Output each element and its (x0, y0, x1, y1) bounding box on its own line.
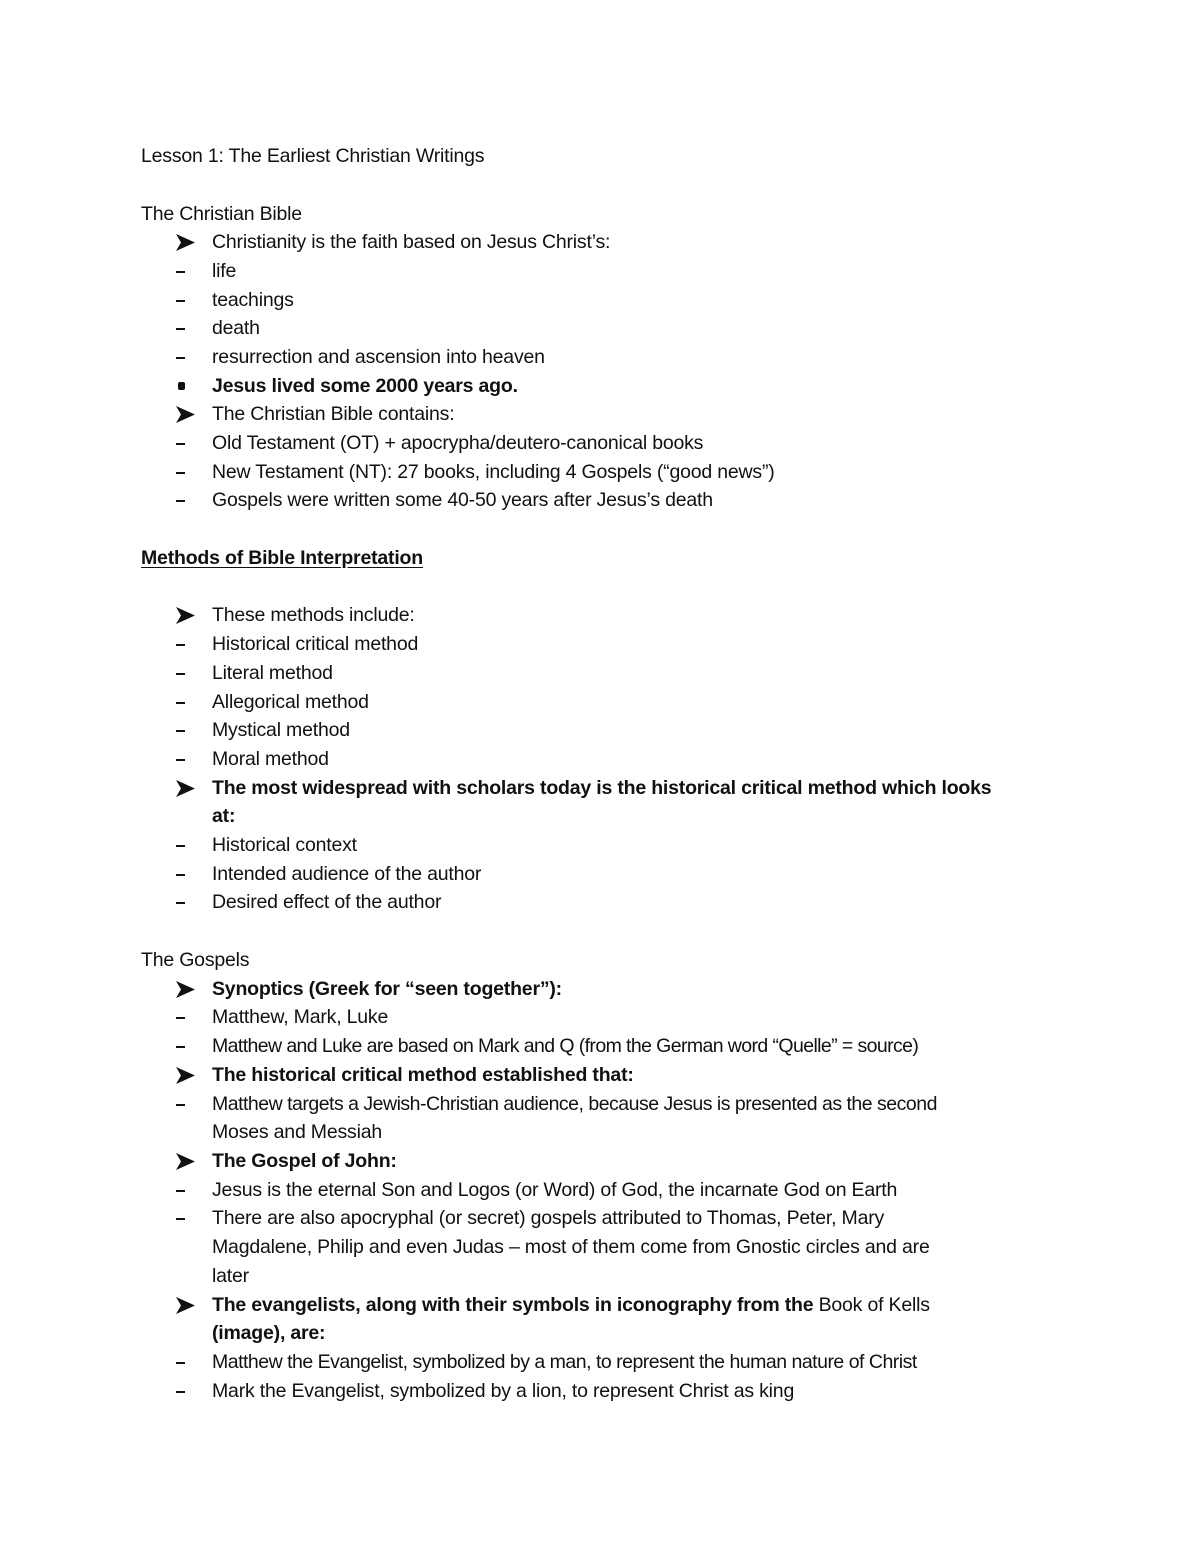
list-item: Literal method (0, 659, 1200, 688)
list-item-continuation: Magdalene, Philip and even Judas – most of them come from Gnostic circles and are (212, 1236, 930, 1258)
arrow-bullet-icon (175, 405, 196, 424)
dash-bullet-icon (176, 759, 185, 761)
list-item: Moral method (0, 745, 1200, 774)
dash-bullet-icon (176, 443, 185, 445)
list-item: The Gospel of John: (0, 1147, 1200, 1176)
list-item: The historical critical method established that: (0, 1061, 1200, 1090)
list-item: The most widespread with scholars today is the historical critical method which looks (0, 774, 1200, 803)
list-item: Synoptics (Greek for “seen together”): (0, 975, 1200, 1004)
list-item: Matthew and Luke are based on Mark and Q (from the German word “Quelle” = source) (0, 1032, 1200, 1061)
dash-bullet-icon (176, 845, 185, 847)
dash-bullet-icon (176, 1218, 185, 1220)
list-item-continuation: Moses and Messiah (212, 1121, 383, 1143)
list-item: There are also apocryphal (or secret) gospels attributed to Thomas, Peter, Mary (0, 1204, 1200, 1233)
list-item: Old Testament (OT) + apocrypha/deutero-canonical books (0, 429, 1200, 458)
dash-bullet-icon (176, 1362, 185, 1364)
list-item: Historical critical method (0, 630, 1200, 659)
dash-bullet-icon (176, 1391, 185, 1393)
dash-bullet-icon (176, 673, 185, 675)
dash-bullet-icon (176, 1046, 185, 1048)
section-heading-gospels: The Gospels (141, 949, 250, 971)
dash-bullet-icon (176, 1017, 185, 1019)
list-item: New Testament (NT): 27 books, including 4 Gospels (“good news”) (0, 458, 1200, 487)
list-item: The evangelists, along with their symbols in iconography from the Book of Kells (0, 1291, 1200, 1320)
dash-bullet-icon (176, 1190, 185, 1192)
section-heading-methods: Methods of Bible Interpretation (141, 547, 423, 569)
dash-bullet-icon (176, 1104, 185, 1106)
list-item: Mystical method (0, 716, 1200, 745)
list-item: Mark the Evangelist, symbolized by a lion, to represent Christ as king (0, 1377, 1200, 1406)
arrow-bullet-icon (175, 1066, 196, 1085)
dash-bullet-icon (176, 271, 185, 273)
arrow-bullet-icon (175, 1296, 196, 1315)
list-item: Jesus is the eternal Son and Logos (or Word) of God, the incarnate God on Earth (0, 1176, 1200, 1205)
dash-bullet-icon (176, 902, 185, 904)
list-item: life (0, 257, 1200, 286)
dash-bullet-icon (176, 500, 185, 502)
list-item: The Christian Bible contains: (0, 400, 1200, 429)
dash-bullet-icon (176, 300, 185, 302)
list-item: Intended audience of the author (0, 860, 1200, 889)
list-item: These methods include: (0, 601, 1200, 630)
list-item: Jesus lived some 2000 years ago. (0, 372, 1200, 401)
arrow-bullet-icon (175, 233, 196, 252)
list-item: Allegorical method (0, 688, 1200, 717)
list-item: Matthew targets a Jewish-Christian audience, because Jesus is presented as the second (0, 1090, 1200, 1119)
dash-bullet-icon (176, 357, 185, 359)
list-item: Christianity is the faith based on Jesus Christ’s: (0, 228, 1200, 257)
arrow-bullet-icon (175, 779, 196, 798)
list-item-continuation: at: (212, 805, 236, 827)
document-title: Lesson 1: The Earliest Christian Writings (141, 145, 485, 167)
dash-bullet-icon (176, 644, 185, 646)
square-bullet-icon (178, 382, 185, 390)
list-item: Gospels were written some 40-50 years after Jesus’s death (0, 486, 1200, 515)
list-item: Desired effect of the author (0, 888, 1200, 917)
list-item: death (0, 314, 1200, 343)
arrow-bullet-icon (175, 606, 196, 625)
list-item: resurrection and ascension into heaven (0, 343, 1200, 372)
dash-bullet-icon (176, 328, 185, 330)
section-heading-christian-bible: The Christian Bible (141, 203, 302, 225)
arrow-bullet-icon (175, 1152, 196, 1171)
list-item-continuation: (image), are: (212, 1322, 326, 1344)
dash-bullet-icon (176, 730, 185, 732)
list-item: Historical context (0, 831, 1200, 860)
list-item: Matthew, Mark, Luke (0, 1003, 1200, 1032)
dash-bullet-icon (176, 874, 185, 876)
list-item: Matthew the Evangelist, symbolized by a man, to represent the human nature of Christ (0, 1348, 1200, 1377)
list-item-continuation: later (212, 1265, 249, 1287)
dash-bullet-icon (176, 702, 185, 704)
dash-bullet-icon (176, 472, 185, 474)
list-item: teachings (0, 286, 1200, 315)
arrow-bullet-icon (175, 980, 196, 999)
